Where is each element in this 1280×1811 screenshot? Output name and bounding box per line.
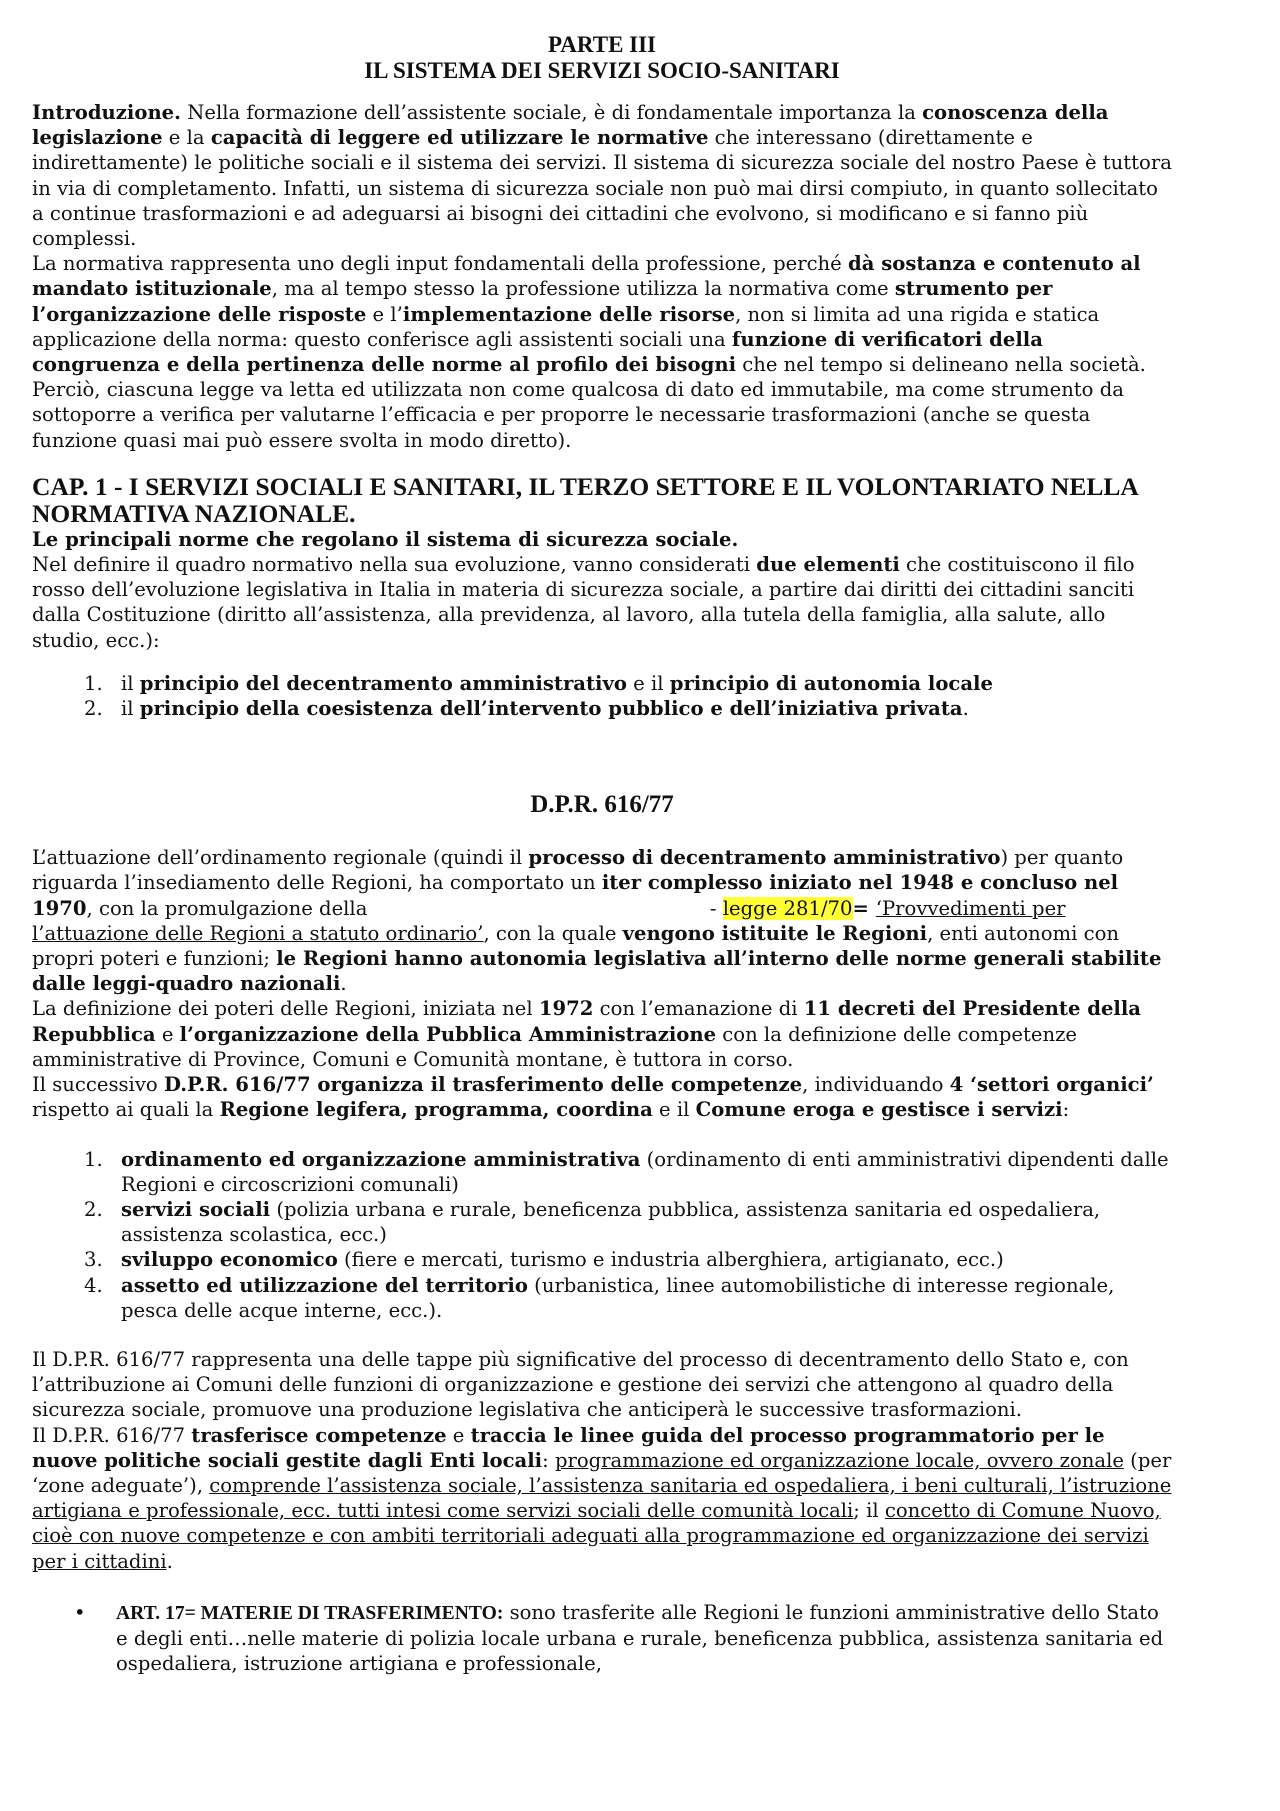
bold-text: Comune eroga e gestisce i servizi: [695, 1098, 1063, 1122]
list-item: [32, 1147, 1172, 1197]
list-number: 3.: [84, 1248, 103, 1272]
underlined-text: programmazione ed organizzazione locale, ovvero zonale: [554, 1448, 1124, 1472]
dpr-section-title: D.P.R. 616/77: [530, 791, 674, 819]
document-title: IL SISTEMA DEI SERVIZI SOCIO-SANITARI: [364, 58, 840, 83]
text-run: Nel definire il quadro normativo nella sua evoluzione, vanno considerati: [32, 553, 757, 577]
list-item: [32, 1273, 1172, 1323]
text-run: .: [340, 972, 347, 996]
text-run: La definizione dei poteri delle Regioni, iniziata nel: [32, 997, 539, 1021]
text-run: con l’emanazione di: [593, 997, 804, 1021]
text-run: .: [962, 697, 969, 721]
underlined-text: comprende l’assistenza sociale, l’assistenza sanitaria ed ospedaliera, i beni culturali, l’istruzione artigiana e professionale, ecc. tutti intesi come servizi sociali delle comunità locali: [32, 1473, 1172, 1523]
bold-text: implementazione delle risorse: [402, 302, 736, 326]
text-run: e l’: [366, 302, 403, 326]
dpr-paragraph-2: [32, 996, 1172, 1072]
text-run: , ma al tempo stesso la professione utilizza la normativa come: [271, 277, 895, 301]
dpr-paragraph-3: [32, 1072, 1172, 1122]
text-run: che nel tempo si delineano nella società. Perciò, ciascuna legge va letta ed utilizzata non come qualcosa di dato ed immutabile, ma come strumento da sottoporre a verifica per valutarne l’efficacia e per proporre le necessarie trasformazioni (anche se questa funzione quasi mai può essere svolta in modo diretto).: [32, 353, 1146, 452]
bold-text: conoscenza della legislazione: [32, 101, 1109, 150]
bold-text: 1972: [538, 997, 594, 1021]
list-number: 2.: [84, 697, 103, 721]
document-page: [32, 32, 1172, 1676]
text-run: il: [121, 697, 140, 721]
bold-text: servizi sociali: [121, 1197, 271, 1221]
text-run: (ordinamento di enti amministrativi dipendenti dalle Regioni e circoscrizioni comunali): [121, 1147, 1169, 1196]
list-number: 4.: [84, 1273, 103, 1297]
bold-text: D.P.R. 616/77 organizza il trasferimento delle competenze: [163, 1073, 803, 1097]
bold-text: Regione legifera, programma, coordina: [219, 1098, 653, 1122]
bold-text: vengono istituite le Regioni: [622, 921, 928, 945]
text-run: L’attuazione dell’ordinamento regionale (quindi il: [32, 846, 529, 870]
intro-paragraph-1: [32, 100, 1172, 251]
bold-text: principio della coesistenza dell’intervento pubblico e dell’iniziativa privata: [139, 697, 963, 721]
bold-text: l’organizzazione della Pubblica Amministrazione: [179, 1022, 717, 1046]
text-run: :: [1062, 1098, 1070, 1122]
bullet-icon: •: [74, 1600, 86, 1624]
chapter-paragraph: [32, 552, 1172, 653]
underlined-text: ‘Provvedimenti per l’attuazione delle Regioni a statuto ordinario’: [32, 896, 1066, 945]
list-number: 2.: [84, 1197, 103, 1221]
text-run: e: [446, 1423, 471, 1447]
text-run: ; il: [853, 1499, 885, 1523]
text-run: , individuando: [802, 1073, 950, 1097]
text-run: e il: [626, 671, 670, 695]
bold-text: ART. 17= MATERIE DI TRASFERIMENTO:: [116, 1602, 504, 1624]
dpr-paragraph-5: [32, 1423, 1172, 1574]
bold-text: dà sostanza e contenuto al mandato istituzionale: [32, 252, 1141, 301]
bold-text: sviluppo economico: [121, 1248, 338, 1272]
bold-text: iter complesso iniziato nel 1948 e concluso nel 1970: [32, 871, 1119, 920]
bold-text: funzione di verificatori della congruenza e della pertinenza delle norme al profilo dei bisogni: [32, 327, 1043, 377]
bold-text: principio del decentramento amministrativo: [139, 671, 627, 695]
list-item: [32, 1247, 1172, 1272]
text-run: (per ‘zone adeguate’),: [32, 1448, 1172, 1497]
text-run: sono trasferite alle Regioni le funzioni amministrative dello Stato e degli enti…nelle materie di polizia locale urbana e rurale, beneficenza pubblica, assistenza sanitaria ed ospedaliera, istruzione artigiana e professionale,: [116, 1600, 1164, 1676]
text-run: , non si limita ad una rigida e statica applicazione della norma: questo conferisce agli assistenti sociali una: [32, 302, 1100, 351]
text-run: , con la promulgazione della -: [86, 896, 723, 920]
highlighted-text: legge 281/70: [722, 896, 853, 920]
text-run: Il D.P.R. 616/77: [32, 1423, 192, 1447]
text-run: Il successivo: [32, 1073, 164, 1097]
bold-text: capacità di leggere ed utilizzare le normative: [210, 126, 709, 150]
intro-paragraph-2: [32, 251, 1172, 453]
articles-list: [32, 1600, 1172, 1677]
bold-text: traccia le linee guida del processo programmatorio per le nuove politiche sociali gestite dagli Enti locali: [32, 1423, 1105, 1472]
bold-text: =: [852, 896, 876, 920]
text-run: con la definizione delle competenze amministrative di Province, Comuni e Comunità montane, è tuttora in corso.: [32, 1022, 1078, 1071]
bold-text: ordinamento ed organizzazione amministrativa: [121, 1147, 641, 1171]
text-run: che costituiscono il filo rosso dell’evoluzione legislativa in Italia in materia di sicurezza sociale, a partire dai diritti dei cittadini sanciti dalla Costituzione (diritto all’assistenza, alla previdenza, al lavoro, alla tutela della famiglia, alla salute, allo studio, ecc.):: [32, 553, 1135, 652]
bold-text: principio di autonomia locale: [669, 671, 993, 695]
bold-text: Introduzione.: [32, 101, 181, 124]
bold-text: 4 ‘settori organici’: [949, 1073, 1154, 1097]
bold-text: due elementi: [756, 553, 900, 577]
sectors-list: [32, 1147, 1172, 1323]
text-run: Il D.P.R. 616/77 rappresenta una delle tappe più significative del processo di decentramento dello Stato e, con l’attribuzione ai Comuni delle funzioni di organizzazione e gestione dei servizi che attengono al quadro della sicurezza sociale, promuove una produzione legislativa che anticiperà le successive trasformazioni.: [32, 1347, 1129, 1422]
list-item: [32, 671, 1172, 696]
text-run: (polizia urbana e rurale, beneficenza pubblica, assistenza sanitaria ed ospedaliera, assistenza scolastica, ecc.): [121, 1197, 1101, 1247]
dpr-paragraph-4: [32, 1347, 1172, 1423]
bold-text: le Regioni hanno autonomia legislativa all’interno delle norme generali stabilite dalle leggi-quadro nazionali: [32, 947, 1162, 996]
list-item: [32, 696, 1172, 721]
text-run: e: [155, 1022, 180, 1046]
bullet-item: [32, 1600, 1172, 1677]
list-item: [32, 1197, 1172, 1247]
text-run: (fiere e mercati, turismo e industria alberghiera, artigianato, ecc.): [337, 1248, 1004, 1272]
text-run: ) per quanto riguarda l’insediamento delle Regioni, ha comportato un: [32, 846, 1124, 895]
chapter-title: CAP. 1 - I SERVIZI SOCIALI E SANITARI, IL TERZO SETTORE E IL VOLONTARIATO NELLA NORMATIVA NAZIONALE.: [32, 471, 1138, 528]
text-run: .: [166, 1549, 173, 1573]
text-run: e il: [652, 1098, 696, 1122]
list-number: 1.: [84, 671, 103, 695]
underlined-text: concetto di Comune Nuovo, cioè con nuove competenze e con ambiti territoriali adeguati alla programmazione ed organizzazione dei servizi per i cittadini: [32, 1499, 1161, 1573]
chapter-subtitle: Le principali norme che regolano il sistema di sicurezza sociale.: [32, 527, 739, 551]
bold-text: strumento per l’organizzazione delle risposte: [32, 277, 1053, 326]
principles-list: [32, 671, 1172, 721]
text-run: , enti autonomi con propri poteri e funzioni;: [32, 921, 1119, 971]
text-run: e la: [162, 126, 211, 150]
text-run: La normativa rappresenta uno degli input fondamentali della professione, perché: [32, 252, 848, 276]
bold-text: trasferisce competenze: [191, 1423, 447, 1447]
part-heading: PARTE III: [547, 32, 657, 57]
text-run: (urbanistica, linee automobilistiche di interesse regionale, pesca delle acque interne, ecc.).: [121, 1273, 1115, 1322]
text-run: che interessano (direttamente e indirettamente) le politiche sociali e il sistema dei servizi. Il sistema di sicurezza sociale del nostro Paese è tuttora in via di completamento. Infatti, un sistema di sicurezza sociale non può mai dirsi compiuto, in quanto sollecitato a continue trasformazioni e ad adeguarsi ai bisogni dei cittadini che evolvono, si modificano e si fanno più complessi.: [32, 126, 1172, 251]
text-run: rispetto ai quali la: [32, 1098, 220, 1122]
text-run: , con la quale: [483, 921, 623, 945]
bold-text: processo di decentramento amministrativo: [528, 846, 1001, 870]
dpr-paragraph-1: [32, 845, 1172, 996]
bold-text: assetto ed utilizzazione del territorio: [121, 1273, 528, 1297]
list-number: 1.: [84, 1147, 103, 1171]
bold-text: 11 decreti del Presidente della Repubblica: [32, 997, 1141, 1046]
text-run: :: [542, 1448, 555, 1472]
text-run: il: [121, 671, 140, 695]
text-run: Nella formazione dell’assistente sociale, è di fondamentale importanza la: [180, 101, 923, 124]
